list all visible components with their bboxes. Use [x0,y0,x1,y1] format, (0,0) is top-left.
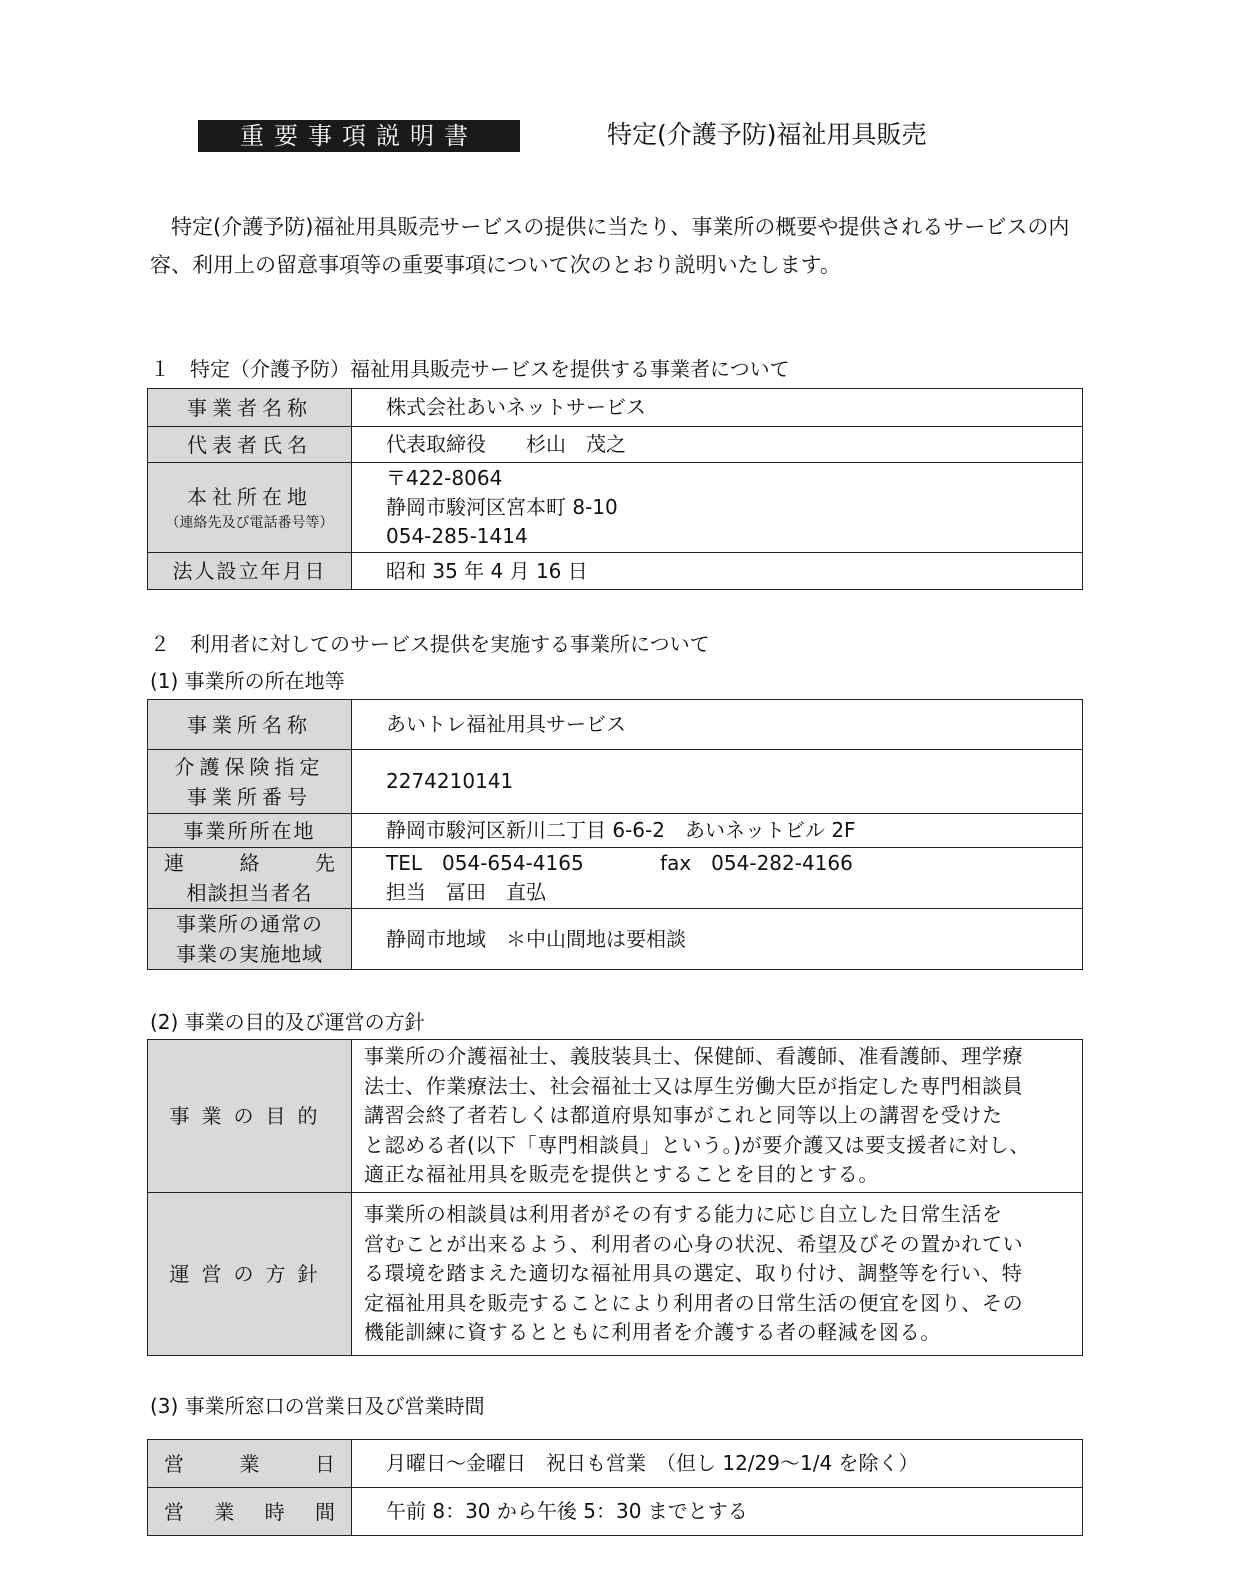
office-name-label: 事業所名称 [148,700,352,750]
purpose-line: 講習会終了者若しくは都道府県知事がこれと同等以上の講習を受けた [364,1103,1003,1128]
head-office-label-cell [148,463,352,553]
business-hours-value: 午前 8：30 から午後 5：30 までとする [352,1488,1083,1536]
table-row [148,427,1083,463]
established-label: 法人設立年月日 [148,553,352,590]
contact-label-line2: 相談担当者名 [186,881,313,905]
document-subtitle: 特定(介護予防)福祉用具販売 [607,120,927,149]
head-office-label: 本社所在地 [187,484,312,509]
policy-text-cell [352,1192,1083,1355]
insurance-no-label-line2: 事業所番号 [187,784,312,809]
policy-line: 営むことが出来るよう、利用者の心身の状況、希望及びその置かれてい [364,1231,1024,1256]
insurance-no-label-line1: 介護保険指定 [174,754,325,779]
insurance-no-label-cell [148,750,352,814]
company-name-value: 株式会社あいネットサービス [352,389,1083,427]
purpose-line: と認める者(以下「専門相談員」という。)が要介護又は要支援者に対し、 [364,1132,1031,1157]
policy-label: 運営の方針 [148,1192,352,1355]
policy-line: 事業所の相談員は利用者がその有する能力に応じ自立した日常生活を [364,1201,1003,1226]
service-area-label-line1: 事業所の通常の [176,912,323,936]
section2-sub3-heading: (3) 事業所窓口の営業日及び営業時間 [150,1394,485,1418]
head-office-value-cell [352,463,1083,553]
table-row [148,750,1083,814]
policy-line: る環境を踏まえた適切な福祉用具の選定、取り付け、調整等を行い、特 [364,1261,1023,1286]
insurance-no-value: 2274210141 [352,750,1083,814]
business-days-value: 月曜日～金曜日 祝日も営業 （但し 12/29～1/4 を除く） [352,1440,1083,1488]
office-location-label: 事業所所在地 [148,814,352,848]
table-row [148,848,1083,909]
office-name-value: あいトレ福祉用具サービス [352,700,1083,750]
purpose-label: 事業の目的 [148,1040,352,1193]
business-hours-table [147,1439,1083,1536]
table-row [148,814,1083,848]
section2-sub2-heading: (2) 事業の目的及び運営の方針 [150,1010,425,1034]
service-area-label-cell [148,909,352,970]
intro-paragraph: 特定(介護予防)福祉用具販売サービスの提供に当たり、事業所の概要や提供されるサービスの内容、利用上の留意事項等の重要事項について次のとおり説明いたします。 [150,215,1070,277]
contact-tel: TEL 054-654-4165 [386,851,584,875]
established-value: 昭和 35 年 4 月 16 日 [352,553,1083,590]
business-days-label-cell [148,1440,352,1488]
office-table [147,699,1083,970]
contact-fax: fax 054-282-4166 [660,851,853,875]
service-area-label-line2: 事業の実施地域 [176,942,323,966]
section1-heading: １ 特定（介護予防）福祉用具販売サービスを提供する事業者について [150,357,790,381]
table-row [148,553,1083,590]
table-row [148,909,1083,970]
table-row [148,1488,1083,1536]
purpose-line: 適正な福祉用具を販売を提供とすることを目的とする。 [364,1162,879,1187]
table-row [148,463,1083,553]
company-table [147,388,1083,590]
policy-line: 定福祉用具を販売することにより利用者の日常生活の便宜を図り、その [364,1290,1024,1315]
head-office-address: 静岡市駿河区宮本町 8-10 [386,495,618,519]
section2-sub1-heading: (1) 事業所の所在地等 [150,669,345,693]
business-hours-label: 営 業 時 間 [164,1499,335,1524]
purpose-table [147,1039,1083,1356]
section2-heading: ２ 利用者に対してのサービス提供を実施する事業所について [150,632,710,656]
contact-phones [386,849,1082,878]
table-row [148,700,1083,750]
table-row [148,1192,1083,1355]
table-row [148,1040,1083,1193]
company-name-label: 事業者名称 [148,389,352,427]
table-row [148,389,1083,427]
contact-value-cell [352,848,1083,909]
head-office-label-note: （連絡先及び電話番号等） [165,514,334,531]
contact-label-line1: 連 絡 先 [164,851,335,875]
service-area-value: 静岡市地域 ＊中山間地は要相談 [352,909,1083,970]
purpose-text-cell [352,1040,1083,1193]
head-office-phone: 054-285-1414 [386,524,528,548]
business-hours-label-cell [148,1488,352,1536]
postal-code: 〒422-8064 [386,466,503,490]
contact-label-cell [148,848,352,909]
document-title: 重要事項説明書 [198,120,520,152]
business-days-label: 営 業 日 [164,1451,335,1476]
representative-label: 代表者氏名 [148,427,352,463]
purpose-line: 法士、作業療法士、社会福祉士又は厚生労働大臣が指定した専門相談員 [364,1073,1024,1098]
table-row [148,1440,1083,1488]
representative-value: 代表取締役 杉山 茂之 [352,427,1083,463]
purpose-line: 事業所の介護福祉士、義肢装具士、保健師、看護師、准看護師、理学療 [364,1044,1024,1068]
office-location-value: 静岡市駿河区新川二丁目 6-6-2 あいネットビル 2F [352,814,1083,848]
policy-line: 機能訓練に資するとともに利用者を介護する者の軽減を図る。 [364,1320,941,1345]
contact-person: 担当 冨田 直弘 [386,880,546,904]
